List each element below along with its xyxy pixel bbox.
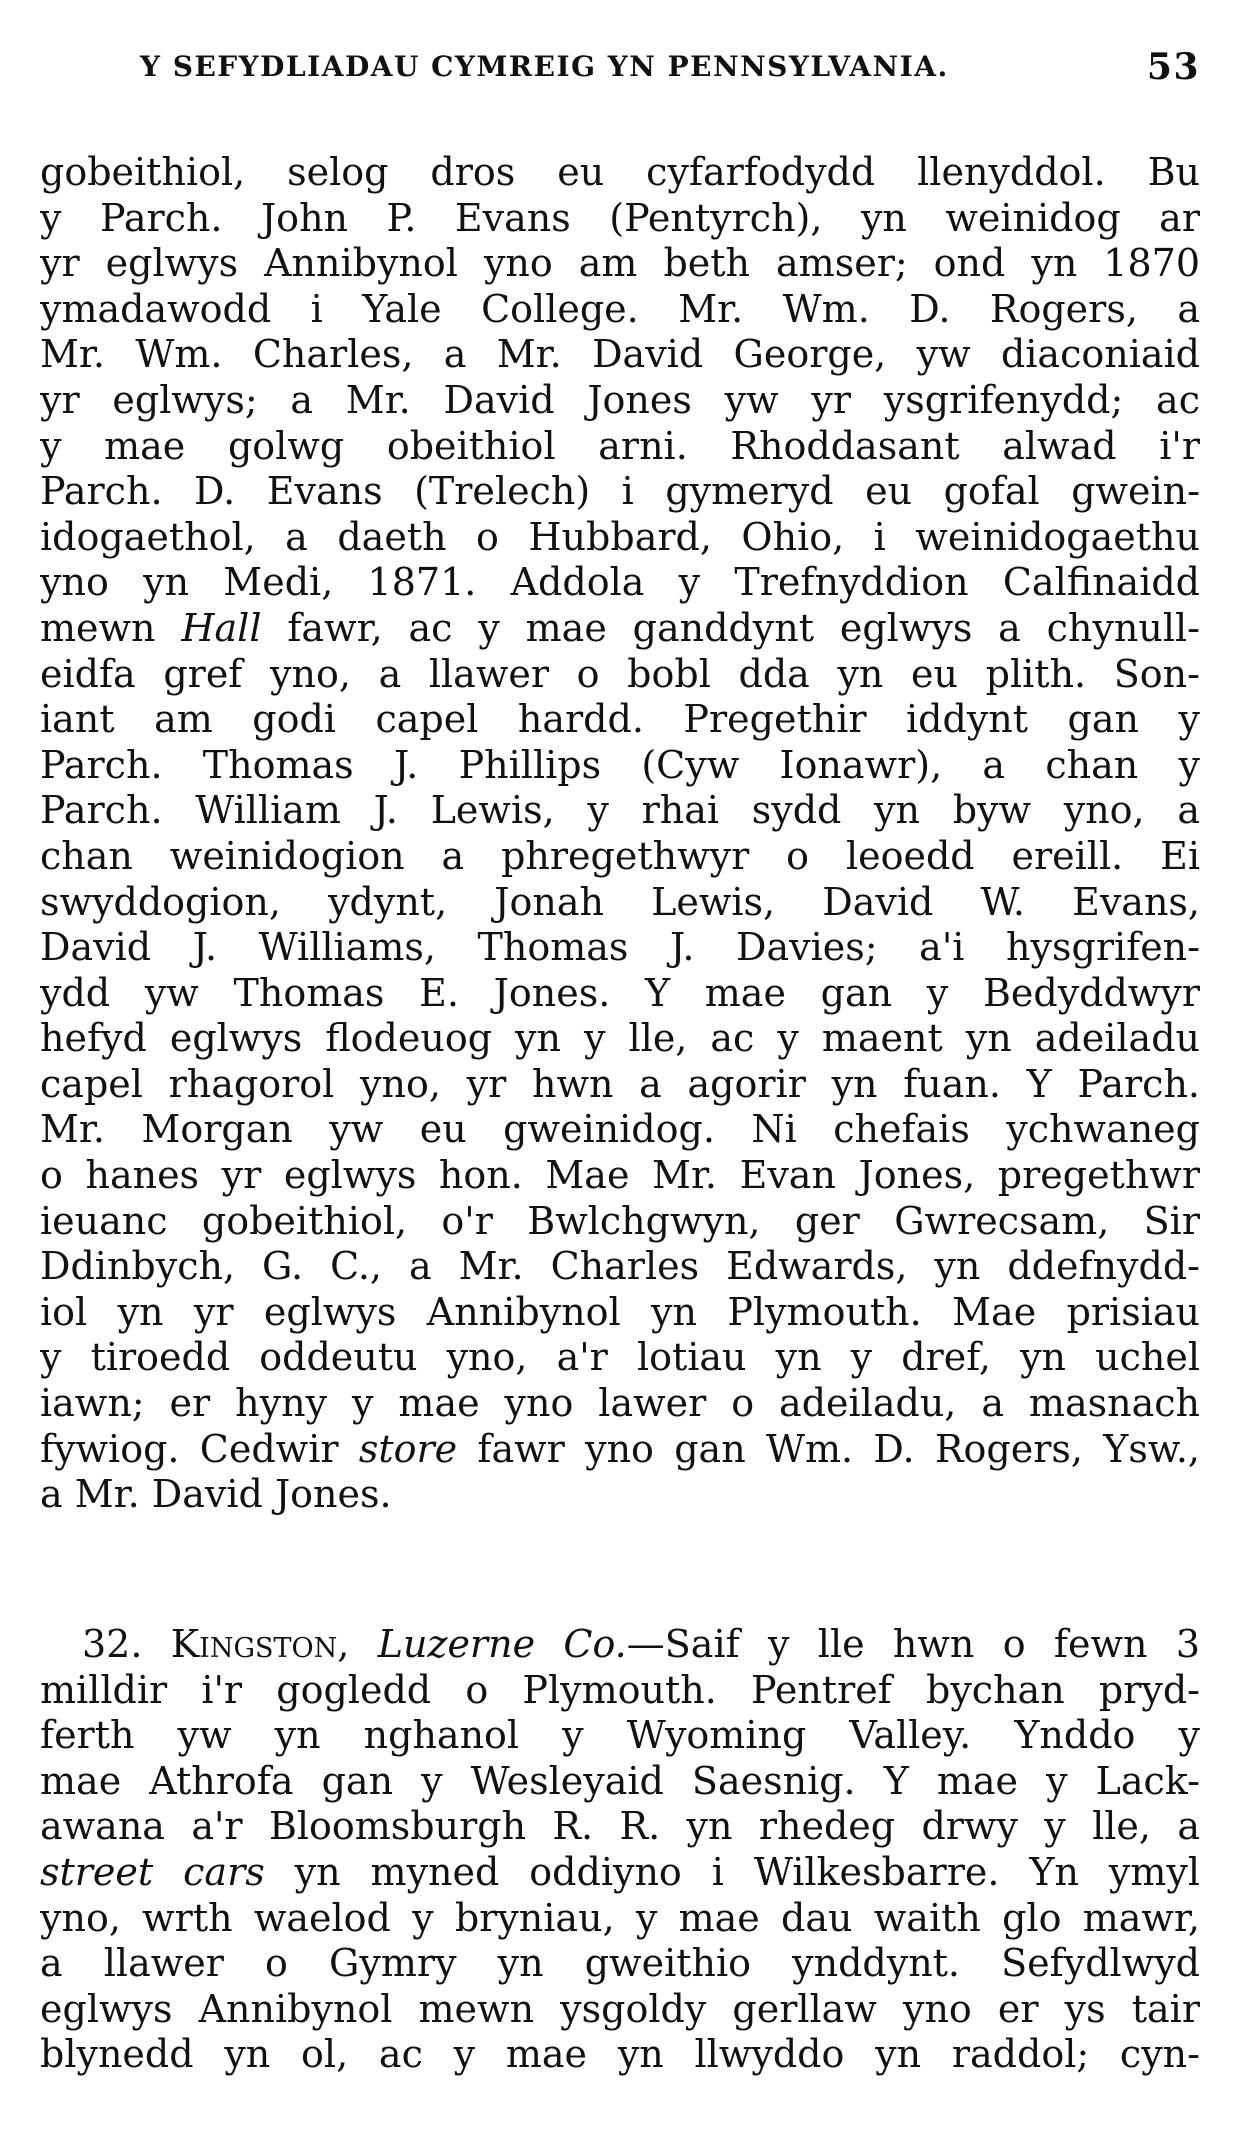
- text-line: a Mr. David Jones.: [40, 1472, 392, 1517]
- text-line: David J. Williams, Thomas J. Davies; a'i hysgrifen-: [40, 925, 1200, 970]
- text-line: hefyd eglwys flodeuog yn y lle, ac y maent yn adeiladu: [40, 1016, 1200, 1061]
- text-line: yno yn Medi, 1871. Addola y Trefnyddion Calfinaidd: [40, 560, 1200, 605]
- text-line: eglwys Annibynol mewn ysgoldy gerllaw yno er ys tair: [40, 1986, 1200, 2031]
- place-name: Kingston,: [170, 1622, 350, 1666]
- italic-term: street cars: [40, 1849, 265, 1894]
- text-line: capel rhagorol yno, yr hwn a agorir yn fuan. Y Parch.: [40, 1061, 1200, 1106]
- text-line: a llawer o Gymry yn gweithio ynddynt. Sefydlwyd: [40, 1941, 1200, 1986]
- page-number: 53: [1146, 46, 1200, 88]
- text-segment: fawr, ac y mae ganddynt eglwys a chynull-: [261, 605, 1200, 650]
- text-line: Ddinbych, G. C., a Mr. Charles Edwards, yn ddefnydd-: [40, 1244, 1200, 1289]
- text-line: [40, 1622, 1200, 1668]
- text-line: [40, 1850, 1200, 1896]
- text-segment: —Saif y lle hwn o fewn 3: [626, 1622, 1200, 1666]
- paragraph-kingston: [40, 1622, 1200, 2078]
- text-line: iawn; er hyny y mae yno lawer o adeiladu, a masnach: [40, 1381, 1200, 1426]
- text-line: swyddogion, ydynt, Jonah Lewis, David W. Evans,: [40, 879, 1200, 924]
- text-line: Parch. D. Evans (Trelech) i gymeryd eu gofal gwein-: [40, 469, 1200, 514]
- text-segment: mewn: [40, 605, 182, 650]
- text-line: awana a'r Bloomsburgh R. R. yn rhedeg drwy y lle, a: [40, 1804, 1200, 1849]
- text-line: y Parch. John P. Evans (Pentyrch), yn weinidog ar: [40, 195, 1200, 240]
- text-segment: yn myned oddiyno i Wilkesbarre. Yn ymyl: [264, 1849, 1200, 1894]
- text-line: Mr. Morgan yw eu gweinidog. Ni chefais ychwaneg: [40, 1107, 1200, 1152]
- italic-term: store: [358, 1426, 458, 1471]
- text-line: eidfa gref yno, a llawer o bobl dda yn eu plith. Son-: [40, 651, 1200, 696]
- text-line: ymadawodd i Yale College. Mr. Wm. D. Rogers, a: [40, 286, 1200, 331]
- entry-number: 32.: [82, 1622, 143, 1666]
- text-line: [40, 606, 1200, 652]
- running-title: Y SEFYDLIADAU CYMREIG YN PENNSYLVANIA.: [140, 50, 949, 83]
- text-line: yno, wrth waelod y bryniau, y mae dau waith glo mawr,: [40, 1895, 1200, 1940]
- text-line: mae Athrofa gan y Wesleyaid Saesnig. Y mae y Lack-: [40, 1758, 1200, 1803]
- text-line: blynedd yn ol, ac y mae yn llwyddo yn raddol; cyn-: [40, 2032, 1200, 2077]
- text-line: o hanes yr eglwys hon. Mae Mr. Evan Jones, pregethwr: [40, 1153, 1200, 1198]
- text-line: Parch. Thomas J. Phillips (Cyw Ionawr), a chan y: [40, 742, 1200, 787]
- text-line: idogaethol, a daeth o Hubbard, Ohio, i weinidogaethu: [40, 514, 1200, 559]
- text-line: iant am godi capel hardd. Pregethir iddynt gan y: [40, 697, 1200, 742]
- italic-term: Hall: [181, 605, 262, 650]
- text-line: yr eglwys Annibynol yno am beth amser; ond yn 1870: [40, 241, 1200, 286]
- text-segment: fywiog. Cedwir: [40, 1426, 359, 1471]
- text-line: ieuanc gobeithiol, o'r Bwlchgwyn, ger Gwrecsam, Sir: [40, 1198, 1200, 1243]
- text-line: [40, 1427, 1200, 1473]
- text-line: milldir i'r gogledd o Plymouth. Pentref bychan pryd-: [40, 1667, 1200, 1712]
- county-name: Luzerne Co.: [377, 1622, 627, 1666]
- text-line: Parch. William J. Lewis, y rhai sydd yn byw yno, a: [40, 788, 1200, 833]
- text-line: iol yn yr eglwys Annibynol yn Plymouth. Mae prisiau: [40, 1289, 1200, 1334]
- text-line: yr eglwys; a Mr. David Jones yw yr ysgrifenydd; ac: [40, 377, 1200, 422]
- text-line: y mae golwg obeithiol arni. Rhoddasant alwad i'r: [40, 423, 1200, 468]
- text-line: y tiroedd oddeutu yno, a'r lotiau yn y dref, yn uchel: [40, 1335, 1200, 1380]
- paragraph-continuation: [40, 150, 1200, 1518]
- running-head: [40, 46, 1200, 100]
- book-page: [40, 0, 1200, 2142]
- text-line: gobeithiol, selog dros eu cyfarfodydd llenyddol. Bu: [40, 150, 1200, 194]
- text-line: ferth yw yn nghanol y Wyoming Valley. Ynddo y: [40, 1713, 1200, 1758]
- text-line: ydd yw Thomas E. Jones. Y mae gan y Bedyddwyr: [40, 970, 1200, 1015]
- text-line: chan weinidogion a phregethwyr o leoedd ereill. Ei: [40, 833, 1200, 878]
- text-line: Mr. Wm. Charles, a Mr. David George, yw diaconiaid: [40, 332, 1200, 377]
- text-segment: fawr yno gan Wm. D. Rogers, Ysw.,: [457, 1426, 1200, 1471]
